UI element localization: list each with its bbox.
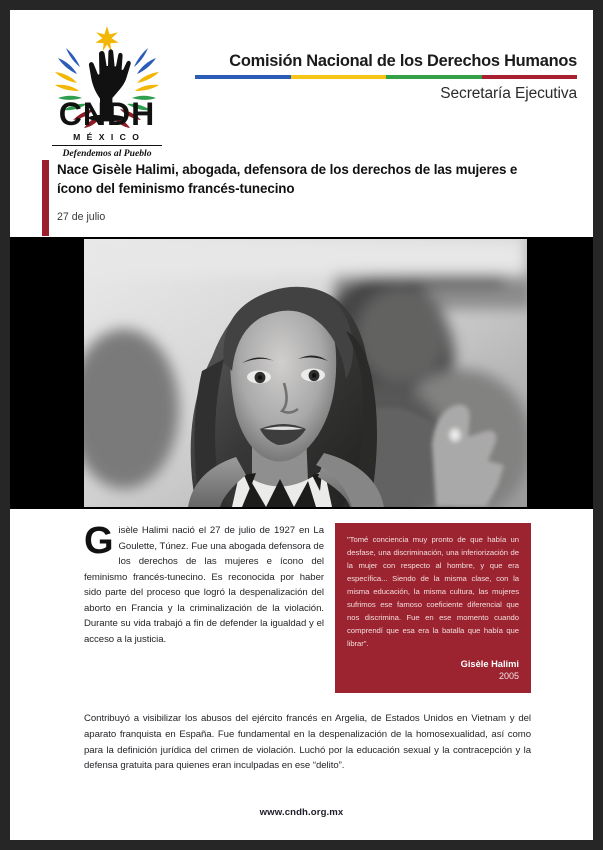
body-text-column: [84, 520, 324, 647]
drop-cap: G: [84, 520, 114, 562]
photo-band: [10, 237, 593, 509]
logo-acronym: CNDH: [58, 96, 156, 132]
colorbar-segment-green: [386, 75, 482, 79]
page-title: Nace Gisèle Halimi, abogada, defensora de los derechos de las mujeres e ícono del feminismo francés-tunecino: [57, 162, 518, 197]
document-page: [10, 10, 593, 840]
portrait-photo: [84, 239, 527, 507]
page-date: 27 de julio: [57, 211, 106, 224]
organization-subtitle: Secretaría Ejecutiva: [440, 84, 577, 102]
star-icon: [95, 26, 118, 51]
website-url[interactable]: www.cndh.org.mx: [259, 807, 344, 818]
body-paragraph-2: Contribuyó a visibilizar los abusos del ejército francés en Argelia, de Estados Unidos en Vietnam y del aparato franquista en España. Fue fundamental en la despenalización de la homosexualidad, así como para la definición jurídica del crimen de violación. Luchó por la educación sexual y la contracepción y la defensa gratuita para quienes eran inculpadas en ese “delito”.: [84, 713, 531, 772]
page-footer: [10, 802, 593, 820]
brand-colorbar: [195, 75, 577, 79]
logo-motto: Defendemos al Pueblo: [62, 148, 152, 159]
article-content: [10, 509, 593, 774]
colorbar-segment-yellow: [291, 75, 387, 79]
organization-block: [195, 52, 577, 103]
organization-title: Comisión Nacional de los Derechos Humanos: [229, 52, 577, 70]
quote-author: Gisèle Halimi: [460, 659, 519, 670]
title-block: [42, 160, 571, 223]
content-row: [84, 509, 531, 693]
quote-text: "Tomé conciencia muy pronto de que había un desfase, una discriminación, una inferiorización de la mujer con respecto al hombre, y que era específica... Siendo de la misma clase, con la misma educación, la misma cultura, las mujeres sufrimos ese famoso coeficiente diferencial que nos discrimina. Fue en ese momento cuando comprendí que esa era la batalla que había que librar".: [347, 535, 519, 648]
colorbar-segment-blue: [195, 75, 291, 79]
logo-divider: [52, 145, 162, 146]
title-accent-bar: [42, 160, 49, 236]
body-paragraph-1: [84, 520, 324, 647]
page-header: [10, 10, 593, 237]
colorbar-segment-red: [482, 75, 578, 79]
body-paragraph-1-text: isèle Halimi nació el 27 de julio de 1927 en La Goulette, Túnez. Fue una abogada defensora de los derechos de las mujeres e ícono del feminismo francés-tunecino. Es reconocida por haber sido parte del proceso que logró la despenalización del aborto en Francia y la criminalización de la violación. Durante su vida trabajó a fin de defender la igualdad y el acceso a la justicia.: [84, 525, 324, 645]
cndh-logo: [42, 20, 172, 159]
logo-country: M É X I C O: [73, 132, 141, 142]
pull-quote-box: [335, 523, 531, 693]
quote-year: 2005: [498, 671, 519, 682]
